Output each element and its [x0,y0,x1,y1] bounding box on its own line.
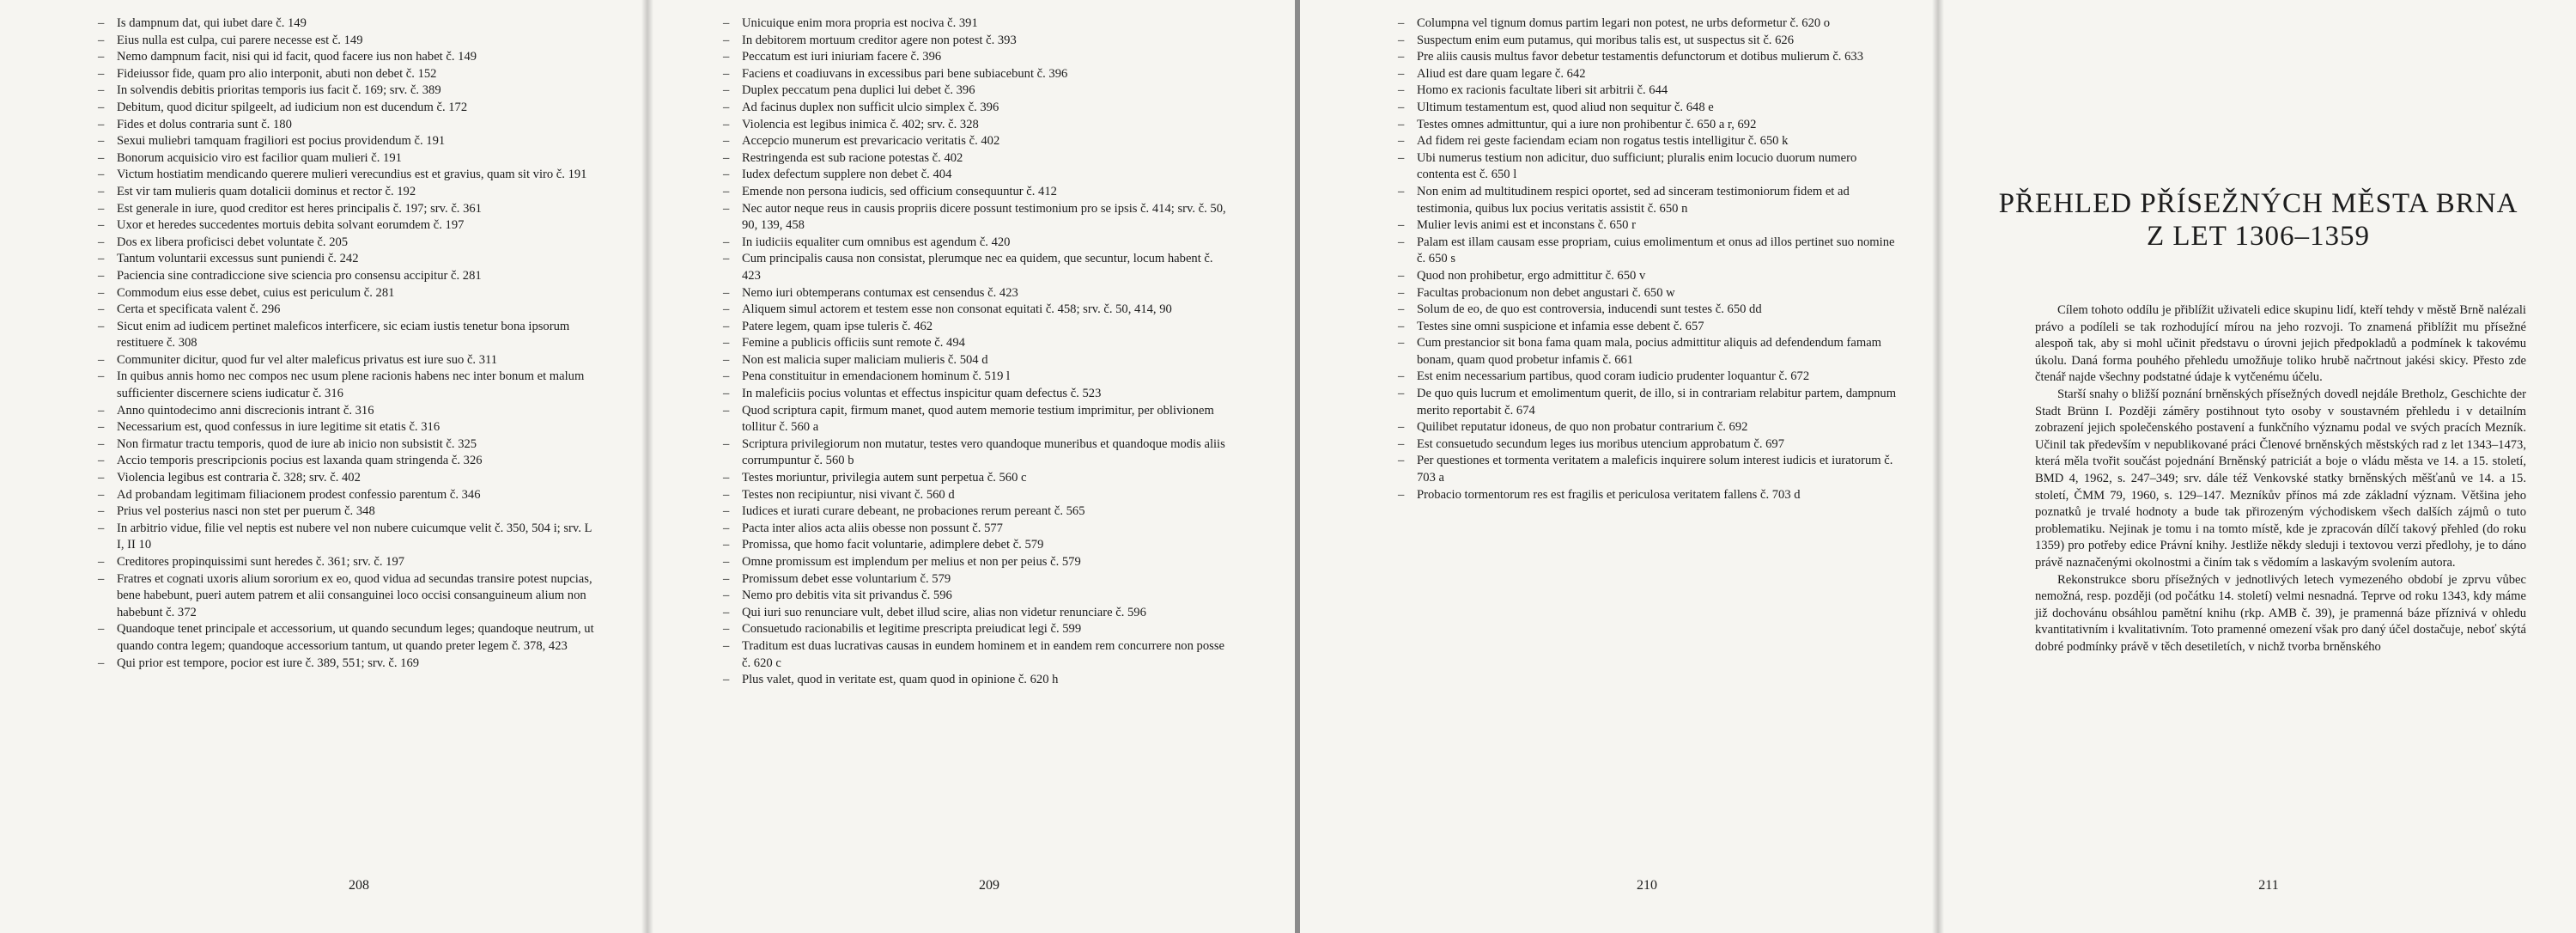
maxim-text: Commodum eius esse debet, cuius est periculum č. 281 [117,285,395,300]
dash-bullet: – [98,302,105,317]
maxim-entry [98,352,599,369]
maxim-text: Quod non prohibetur, ergo admittitur č. 650 v [1417,268,1646,283]
maxim-text: Fides et dolus contraria sunt č. 180 [117,117,292,131]
maxim-text: Sicut enim ad iudicem pertinet maleficos interficere, sic eciam iustis tenetur bona ipsorum restituere č. 308 [117,319,570,351]
dash-bullet: – [723,605,730,619]
maxim-entry [1398,319,1899,336]
dash-bullet: – [723,16,730,30]
dash-bullet: – [1398,50,1405,64]
dash-bullet: – [98,487,105,502]
maxim-entry [723,302,1233,319]
page-number-210: 210 [1637,878,1657,893]
dash-bullet: – [723,538,730,552]
maxim-entry [98,268,599,285]
maxim-text: Nemo dampnum facit, nisi qui id facit, quod facere ius non habet č. 149 [117,50,477,64]
maxim-text: Aliud est dare quam legare č. 642 [1417,66,1586,81]
right-book-spread [1300,0,2576,933]
dash-bullet: – [98,420,105,435]
dash-bullet: – [723,504,730,519]
maxim-text: Testes moriuntur, privilegia autem sunt perpetua č. 560 c [742,471,1027,485]
maxim-text: Iudices et iurati curare debeant, ne probaciones rerum pereant č. 565 [742,504,1085,519]
dash-bullet: – [98,117,105,131]
maxim-entry [723,470,1233,487]
maxim-entry [98,15,599,33]
maxim-entry [98,403,599,420]
maxim-entry [723,251,1233,284]
maxim-entry [1398,302,1899,319]
page-number-211: 211 [2258,878,2279,893]
dash-bullet: – [98,369,105,384]
maxim-entry [723,33,1233,50]
maxim-entry [98,150,599,168]
dash-bullet: – [98,521,105,535]
dash-bullet: – [1398,100,1405,114]
maxim-text: In solvendis debitis prioritas temporis ius facit č. 169; srv. č. 389 [117,83,441,98]
dash-bullet: – [98,319,105,333]
maxim-text: Non firmatur tractu temporis, quod de iure ab inicio non subsistit č. 325 [117,436,477,451]
maxim-text: Creditores propinquissimi sunt heredes č. 361; srv. č. 197 [117,555,405,569]
maxim-text: Per questiones et tormenta veritatem a maleficis inquirere solum interest iudicis et iuratorum č. 703 a [1417,454,1893,485]
dash-bullet: – [723,100,730,114]
dash-bullet: – [98,50,105,64]
maxim-entry [723,335,1233,352]
dash-bullet: – [98,168,105,182]
maxim-text: Palam est illam causam esse propriam, cuius emolimentum et onus ad illos pertinet suo nomine č. 650 s [1417,235,1895,266]
dash-bullet: – [98,218,105,233]
maxim-text: Pacta inter alios acta aliis obesse non possunt č. 577 [742,521,1003,535]
dash-bullet: – [723,622,730,637]
maxim-entry [723,15,1233,33]
maxim-text: Promissum debet esse voluntarium č. 579 [742,571,951,586]
maxim-entry [1398,49,1899,66]
maxim-text: Mulier levis animi est et inconstans č. 650 r [1417,218,1636,233]
maxim-text: Pena constituitur in emendacionem hominum č. 519 l [742,369,1011,384]
maxim-entry [98,453,599,470]
page-number-209: 209 [979,878,999,893]
dash-bullet: – [723,33,730,47]
page-208 [0,0,647,933]
dash-bullet: – [1398,184,1405,198]
page-211 [1946,0,2576,933]
maxim-text: Dos ex libera proficisci debet voluntate č. 205 [117,235,349,249]
dash-bullet: – [98,403,105,418]
maxim-text: Quandoque tenet principale et accessorium, ut quando secundum leges; quandoque neutrum, ut quando contra legem; quandoque accessorium tantum, ut quando preter legem č. 378, 423 [117,622,594,653]
maxim-text: Tantum voluntarii excessus sunt puniendi č. 242 [117,252,359,266]
dash-bullet: – [1398,387,1405,401]
dash-bullet: – [1398,235,1405,249]
dash-bullet: – [98,201,105,216]
maxim-entry [1398,453,1899,486]
maxim-entry [723,436,1233,470]
maxim-entry [1398,335,1899,369]
maxim-entry [1398,268,1899,285]
maxims-list-209 [723,15,1233,689]
maxim-entry [98,82,599,100]
maxim-text: Ultimum testamentum est, quod aliud non sequitur č. 648 e [1417,100,1714,114]
maxim-entry [98,184,599,201]
maxim-text: Facultas probacionum non debet angustari č. 650 w [1417,285,1675,300]
dash-bullet: – [723,387,730,401]
maxim-text: Qui prior est tempore, pocior est iure č. 389, 551; srv. č. 169 [117,656,420,670]
dash-bullet: – [1398,369,1405,384]
maxim-entry [723,150,1233,168]
intro-text [2035,302,2526,656]
maxim-text: Ad facinus duplex non sufficit ulcio simplex č. 396 [742,100,999,114]
dash-bullet: – [98,571,105,586]
dash-bullet: – [98,436,105,451]
maxim-entry [1398,33,1899,50]
section-heading [1994,187,2523,253]
dash-bullet: – [723,150,730,165]
dash-bullet: – [1398,16,1405,30]
maxim-text: Qui iuri suo renunciare vult, debet illud scire, alias non videtur renunciare č. 596 [742,605,1146,619]
dash-bullet: – [1398,134,1405,149]
maxim-text: Emende non persona iudicis, sed officium consequuntur č. 412 [742,184,1057,198]
maxim-entry [723,201,1233,235]
book-gutter [641,0,653,933]
maxim-entry [723,487,1233,504]
maxim-text: In quibus annis homo nec compos nec usum plene racionis habens nec inter bonum et malum sufficienter discernere sciens iudicatur č. 316 [117,369,585,401]
dash-bullet: – [723,184,730,198]
maxim-entry [98,571,599,622]
maxim-text: Duplex peccatum pena duplici lui debet č. 396 [742,83,975,98]
dash-bullet: – [1398,285,1405,300]
maxim-text: Ad probandam legitimam filiacionem prodest confessio parentum č. 346 [117,487,481,502]
dash-bullet: – [723,319,730,333]
dash-bullet: – [723,352,730,367]
maxim-text: Accepcio munerum est prevaricacio veritatis č. 402 [742,134,1000,149]
maxim-text: Nemo iuri obtemperans contumax est censendus č. 423 [742,285,1018,300]
maxim-text: Necessarium est, quod confessus in iure legitime sit etatis č. 316 [117,420,440,435]
maxim-entry [1398,100,1899,117]
maxim-entry [723,638,1233,672]
maxim-entry [723,621,1233,638]
page-number-208: 208 [349,878,369,893]
maxim-entry [98,100,599,117]
dash-bullet: – [1398,336,1405,351]
maxim-entry [98,251,599,268]
maxim-entry [98,167,599,184]
maxim-entry [723,386,1233,403]
maxim-entry [723,521,1233,538]
maxim-text: Traditum est duas lucrativas causas in eundem hominem et in eandem rem concurrere non posse č. 620 c [742,638,1224,670]
maxim-entry [1398,487,1899,504]
maxim-entry [1398,235,1899,268]
dash-bullet: – [98,471,105,485]
maxim-entry [98,217,599,235]
dash-bullet: – [98,555,105,569]
dash-bullet: – [1398,302,1405,317]
maxim-entry [98,33,599,50]
maxim-entry [1398,15,1899,33]
dash-bullet: – [98,16,105,30]
maxim-entry [723,369,1233,386]
maxim-text: Unicuique enim mora propria est nociva č. 391 [742,16,978,30]
maxim-text: Restringenda est sub racione potestas č. 402 [742,150,963,165]
book-gutter [1932,0,1944,933]
maxim-entry [723,100,1233,117]
dash-bullet: – [98,268,105,283]
maxim-entry [723,167,1233,184]
maxim-entry [98,470,599,487]
maxim-text: Columpna vel tignum domus partim legari non potest, ne urbs deformetur č. 620 o [1417,16,1831,30]
maxim-entry [98,554,599,571]
maxim-text: Bonorum acquisicio viro est facilior quam mulieri č. 191 [117,150,402,165]
dash-bullet: – [1398,150,1405,165]
maxim-entry [1398,386,1899,419]
dash-bullet: – [723,285,730,300]
dash-bullet: – [723,66,730,81]
maxim-text: In iudiciis equaliter cum omnibus est agendum č. 420 [742,235,1011,249]
maxims-list-208 [98,15,599,672]
dash-bullet: – [98,656,105,670]
maxim-entry [723,235,1233,252]
maxim-text: Testes omnes admittuntur, qui a iure non prohibentur č. 650 a r, 692 [1417,117,1757,131]
dash-bullet: – [1398,83,1405,98]
maxim-text: Victum hostiatim mendicando querere mulieri verecundius est et gravius, quam sit viro č. 191 [117,168,587,182]
maxim-text: Suspectum enim eum putamus, qui moribus talis est, ut suspectus sit č. 626 [1417,33,1794,47]
dash-bullet: – [723,336,730,351]
maxim-entry [1398,66,1899,83]
maxim-text: Patere legem, quam ipse tuleris č. 462 [742,319,933,333]
maxim-entry [98,521,599,554]
maxim-text: Cum prestancior sit bona fama quam mala, pocius admittitur aliquis ad defendendum famam bonam, quam quod probetur infamis č. 661 [1417,336,1882,367]
dash-bullet: – [1398,487,1405,502]
maxim-entry [98,621,599,655]
maxim-entry [1398,419,1899,436]
maxim-entry [98,369,599,402]
dash-bullet: – [723,134,730,149]
maxim-text: Fratres et cognati uxoris alium sororium ex eo, quod vidua ad secundas transire potest nupcias, bene habebunt, pueri autem patrem et alii consanguinei loco occisi consanguineum alium non habebunt č. 372 [117,571,592,619]
maxim-entry [98,503,599,521]
dash-bullet: – [1398,268,1405,283]
paragraph: Cílem tohoto oddílu je přiblížit uživateli edice skupinu lidí, kteří tehdy v městě Brně nalézali právo a podíleli se tak rozhodující mírou na jeho rozvoji. To znamená přiblížit mu přísežné alespoň tak, aby si mohl učinit představu o úrovni jejich předpokladů a podmínek k takovému úkolu. Daná forma pouhého přehledu umožňuje toliko hrubě načrtnout jakési skicy. Přesto zde čtenář najde všechny podstatné údaje k vytčenému účelu. [2035,303,2526,385]
dash-bullet: – [723,252,730,266]
dash-bullet: – [1398,33,1405,47]
maxim-entry [1398,285,1899,302]
maxim-text: Femine a publicis officiis sunt remote č. 494 [742,336,965,351]
maxim-text: Omne promissum est implendum per melius et non per peius č. 579 [742,555,1081,569]
maxim-entry [98,436,599,454]
maxim-text: Fideiussor fide, quam pro alio interponit, abuti non debet č. 152 [117,66,437,81]
dash-bullet: – [723,487,730,502]
maxim-entry [1398,436,1899,454]
dash-bullet: – [98,454,105,468]
maxim-entry [1398,82,1899,100]
dash-bullet: – [98,285,105,300]
maxim-entry [1398,117,1899,134]
maxim-entry [723,571,1233,588]
dash-bullet: – [723,83,730,98]
maxim-entry [723,605,1233,622]
dash-bullet: – [98,352,105,367]
maxim-text: Probacio tormentorum res est fragilis et periculosa veritatem fallens č. 703 d [1417,487,1801,502]
maxim-text: Plus valet, quod in veritate est, quam quod in opinione č. 620 h [742,673,1059,687]
maxim-text: Pre aliis causis multus favor debetur testamentis defunctorum et dotibus mulierum č. 633 [1417,50,1863,64]
maxim-entry [723,285,1233,302]
page-209 [654,0,1295,933]
maxim-text: In debitorem mortuum creditor agere non potest č. 393 [742,33,1017,47]
maxim-text: Est consuetudo secundum leges ius moribus utencium approbatum č. 697 [1417,436,1785,451]
dash-bullet: – [723,168,730,182]
maxim-text: Prius vel posterius nasci non stet per puerum č. 348 [117,504,375,519]
maxim-entry [723,672,1233,689]
maxim-entry [1398,133,1899,150]
maxim-entry [98,419,599,436]
maxim-text: Uxor et heredes succedentes mortuis debita solvant eorumdem č. 197 [117,218,465,233]
dash-bullet: – [1398,420,1405,435]
maxim-entry [98,133,599,150]
maxim-entry [98,66,599,83]
maxim-text: Ad fidem rei geste faciendam eciam non rogatus testis intelligitur č. 650 k [1417,134,1789,149]
maxim-entry [723,588,1233,605]
maxim-text: Scriptura privilegiorum non mutatur, testes vero quandoque muneribus et quandoque modis aliis corrumpuntur č. 560 b [742,436,1225,468]
dash-bullet: – [98,504,105,519]
maxim-text: Communiter dicitur, quod fur vel alter maleficus privatus est iure suo č. 311 [117,352,498,367]
maxim-text: Certa et specificata valent č. 296 [117,302,281,317]
dash-bullet: – [723,117,730,131]
maxim-entry [1398,369,1899,386]
dash-bullet: – [98,150,105,165]
maxim-entry [1398,217,1899,235]
heading-line-1: PŘEHLED PŘÍSEŽNÝCH MĚSTA BRNA [1998,188,2518,219]
maxim-text: Violencia legibus est contraria č. 328; srv. č. 402 [117,471,361,485]
maxim-text: De quo quis lucrum et emolimentum querit, de illo, si in contrariam relabitur partem, dampnum merito reportabit č. 674 [1417,387,1897,418]
dash-bullet: – [98,134,105,149]
maxim-text: Accio temporis prescripcionis pocius est laxanda quam stringenda č. 326 [117,454,483,468]
maxim-text: Testes non recipiuntur, nisi vivant č. 560 d [742,487,955,502]
maxim-entry [1398,184,1899,217]
dash-bullet: – [723,571,730,586]
maxim-text: Non est malicia super maliciam mulieris č. 504 d [742,352,988,367]
maxim-text: Iudex defectum supplere non debet č. 404 [742,168,952,182]
maxim-text: Testes sine omni suspicione et infamia esse debent č. 657 [1417,319,1704,333]
maxim-entry [723,503,1233,521]
maxim-entry [723,319,1233,336]
maxim-entry [723,82,1233,100]
maxim-text: In maleficiis pocius voluntas et effectus inspicitur quam defectus č. 523 [742,387,1102,401]
maxim-entry [723,184,1233,201]
dash-bullet: – [98,622,105,637]
maxim-text: Est generale in iure, quod creditor est heres principalis č. 197; srv. č. 361 [117,201,482,216]
dash-bullet: – [1398,319,1405,333]
dash-bullet: – [723,403,730,418]
dash-bullet: – [723,471,730,485]
maxim-text: Cum principalis causa non consistat, plerumque nec ea quidem, que secuntur, locum habent č. 423 [742,252,1213,283]
dash-bullet: – [723,302,730,317]
maxim-text: Sexui muliebri tamquam fragiliori est pocius providendum č. 191 [117,134,446,149]
maxim-text: Non enim ad multitudinem respici oportet, sed ad sinceram testimoniorum fidem et ad testimonia, quibus lux pocius veritatis assistit č. 650 n [1417,184,1850,216]
page-210 [1300,0,1932,933]
maxim-entry [98,285,599,302]
dash-bullet: – [1398,436,1405,451]
maxim-entry [98,302,599,319]
dash-bullet: – [723,235,730,249]
maxim-text: Aliquem simul actorem et testem esse non consonat equitati č. 458; srv. č. 50, 414, 90 [742,302,1172,317]
dash-bullet: – [723,555,730,569]
dash-bullet: – [1398,218,1405,233]
maxim-text: Faciens et coadiuvans in excessibus pari bene subiacebunt č. 396 [742,66,1068,81]
dash-bullet: – [98,66,105,81]
dash-bullet: – [723,638,730,653]
dash-bullet: – [723,436,730,451]
maxim-text: Est enim necessarium partibus, quod coram iudicio prudenter loquantur č. 672 [1417,369,1810,384]
dash-bullet: – [98,100,105,114]
maxim-text: Paciencia sine contradiccione sive sciencia pro consensu accipitur č. 281 [117,268,482,283]
maxim-text: Nec autor neque reus in causis propriis dicere possunt testimonium pro se ipsis č. 414; srv. č. 50, 90, 139, 458 [742,201,1226,233]
maxim-entry [723,403,1233,436]
maxim-entry [723,117,1233,134]
maxim-entry [98,117,599,134]
maxim-text: Homo ex racionis facultate liberi sit arbitrii č. 644 [1417,83,1668,98]
maxim-text: Promissa, que homo facit voluntarie, adimplere debet č. 579 [742,538,1044,552]
dash-bullet: – [723,521,730,535]
maxim-entry [98,201,599,218]
maxim-entry [98,49,599,66]
dash-bullet: – [723,588,730,603]
maxim-text: Debitum, quod dicitur spilgeelt, ad iudicium non est ducendum č. 172 [117,100,468,114]
maxim-text: Eius nulla est culpa, cui parere necesse est č. 149 [117,33,363,47]
maxim-text: In arbitrio vidue, filie vel neptis est nubere vel non nubere cuicumque velit č. 350, 504 i; srv. L I, II 10 [117,521,592,552]
maxim-text: Consuetudo racionabilis et legitime prescripta preiudicat legi č. 599 [742,622,1082,637]
dash-bullet: – [98,235,105,249]
maxim-text: Violencia est legibus inimica č. 402; srv. č. 328 [742,117,979,131]
maxim-entry [1398,150,1899,184]
dash-bullet: – [1398,117,1405,131]
maxim-entry [723,537,1233,554]
maxim-entry [98,235,599,252]
maxim-text: Is dampnum dat, qui iubet dare č. 149 [117,16,307,30]
maxim-text: Nemo pro debitis vita sit privandus č. 596 [742,588,952,603]
heading-line-2: Z LET 1306–1359 [2146,221,2371,252]
dash-bullet: – [723,201,730,216]
maxim-text: Quod scriptura capit, firmum manet, quod autem memorie testium imprimitur, per oblivionem tollitur č. 560 a [742,403,1214,435]
dash-bullet: – [723,50,730,64]
dash-bullet: – [98,33,105,47]
paragraph: Rekonstrukce sboru přísežných v jednotlivých letech vymezeného období je zprvu vůbec nemožná, resp. později (od počátku 14. století) velmi nesnadná. Teprve od roku 1343, kdy máme již dochovánu obsáhlou pamětní knihu (rkp. AMB č. 39), je pramenná báze příznivá v ohledu kvantitativním i kvalitativním. Toto pramenné omezení však pro daný účel dostačuje, neboť skýtá dobré podmínky právě v těch desetiletích, v nichž tvorba brněnského [2035,572,2526,654]
paragraph: Starší snahy o bližší poznání brněnských přísežných dovedl nejdále Bretholz, Geschichte der Stadt Brünn I. Později zámĕry postihnout tyto osoby v soustavném přehledu i v detailním zobrazení jejich společenského postavení a funkčního významu podal ve svých pracích Mezník. Učinil tak především v nepublikované práci Členové brněnských městských rad z let 1343–1473, která měla tvořit součást pojednání Brněnský patriciát a boje o vládu města ve 14. a 15. století, BMD 4, 1962, s. 247–349; srv. dále též Venkovské statky brněnských měšťanů ve 14. a 15. století, ČMM 79, 1960, s. 129–147. Mezníkův přínos má zde základní význam. Většina jeho poznatků je trvalé hodnoty a bude tak přirozeným východiskem všech dalších zájmů o tuto problematiku. Nejinak je tomu i na tomto místě, kde je zpracován dílčí takový přehled (do roku 1359) pro potřeby edice Právní knihy. Jestliže někdy sleduji i textovou verzi předlohy, je to dáno právě naznačenými okolnostmi a činím tak s vědomím a laskavým svolením autora. [2035,387,2526,570]
maxim-entry [98,319,599,352]
dash-bullet: – [1398,454,1405,468]
dash-bullet: – [1398,66,1405,81]
maxim-entry [723,352,1233,369]
maxim-entry [98,487,599,504]
maxim-text: Quilibet reputatur idoneus, de quo non probatur contrarium č. 692 [1417,420,1748,435]
dash-bullet: – [98,184,105,198]
maxim-text: Ubi numerus testium non adicitur, duo sufficiunt; pluralis enim locucio duorum numero contenta est č. 650 l [1417,150,1857,182]
dash-bullet: – [723,673,730,687]
dash-bullet: – [98,252,105,266]
maxim-entry [723,554,1233,571]
dash-bullet: – [723,369,730,384]
maxims-list-210 [1398,15,1899,503]
maxim-text: Est vir tam mulieris quam dotalicii dominus et rector č. 192 [117,184,416,198]
maxim-entry [723,49,1233,66]
maxim-entry [98,656,599,673]
maxim-text: Solum de eo, de quo est controversia, inducendi sunt testes č. 650 dd [1417,302,1762,317]
maxim-entry [723,66,1233,83]
maxim-entry [723,133,1233,150]
maxim-text: Anno quintodecimo anni discrecionis intrant č. 316 [117,403,374,418]
dash-bullet: – [98,83,105,98]
maxim-text: Peccatum est iuri iniuriam facere č. 396 [742,50,942,64]
